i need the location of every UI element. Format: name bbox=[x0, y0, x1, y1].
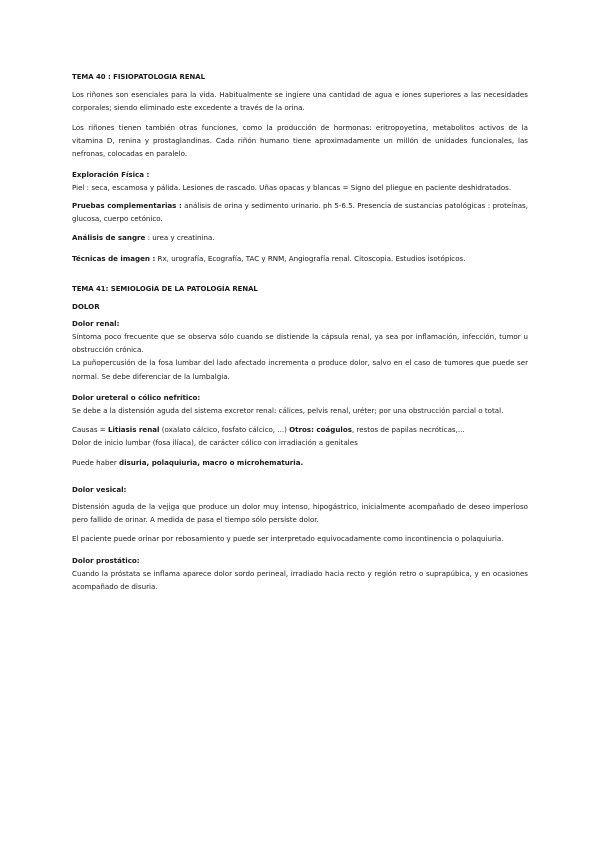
dolor-ureteral-paragraph-3: Dolor de inicio lumbar (fosa ilíaca), de carácter cólico con irradiación a genitales bbox=[72, 438, 358, 448]
dolor-prostatico-paragraph: Cuando la próstata se inflama aparece dolor sordo perineal, irradiado hacia recto y región retro o suprapúbica, y en ocasiones acompañado de disuria. bbox=[72, 568, 528, 592]
puede-haber-prefix: Puede haber bbox=[72, 457, 120, 467]
tema-41-subtitle: DOLOR bbox=[72, 301, 100, 311]
dolor-ureteral-puede-haber bbox=[72, 456, 528, 469]
pruebas-complementarias-label: Pruebas complementarias : bbox=[72, 200, 182, 210]
analisis-sangre-paragraph bbox=[72, 231, 528, 244]
litiasis-renal-label: Litiasis renal bbox=[108, 425, 160, 435]
analisis-sangre-text: : urea y creatinina. bbox=[145, 233, 215, 243]
tema-41-title: TEMA 41: SEMIOLOGÍA DE LA PATOLOGÍA RENAL bbox=[72, 285, 258, 294]
pruebas-complementarias-paragraph bbox=[72, 199, 528, 225]
exploracion-fisica-label: Exploración Física : bbox=[72, 170, 150, 180]
tecnicas-imagen-label: Técnicas de imagen : bbox=[72, 254, 156, 264]
otros-coagulos-label: Otros: coágulos bbox=[289, 425, 352, 435]
tema-40-intro-paragraph: Los riñones son esenciales para la vida. Habitualmente se ingiere una cantidad de agua e iones superiores a las necesidades corporales; siendo eliminado este excedente a través de la orina. bbox=[72, 90, 528, 113]
dolor-ureteral-causas bbox=[72, 423, 528, 436]
pruebas-complementarias-text: análisis de orina y sedimento urinario. ph 5-6.5. Presencia de sustancias patológicas : proteínas, glucosa, cuerpo cetónico. bbox=[72, 200, 528, 223]
tecnicas-imagen-text: Rx, urografía, Ecografía, TAC y RNM, Angiografía renal. Citoscopia. Estudios isotópicos. bbox=[155, 254, 466, 264]
dolor-renal-paragraph-2: La puñopercusión de la fosa lumbar del lado afectado incrementa o produce dolor, salvo en el caso de tumores que puede ser normal. Se debe diferenciar de la lumbalgia. bbox=[72, 358, 528, 381]
exploracion-fisica-text: Piel : seca, escamosa y pálida. Lesiones de rascado. Uñas opacas y blancas = Signo del pliegue en paciente deshidratados. bbox=[72, 183, 512, 193]
puede-haber-symptoms: disuria, polaquiuria, macro o microhematuria. bbox=[119, 457, 304, 467]
dolor-vesical-paragraph-1: Distensión aguda de la vejiga que produce un dolor muy intenso, hipogástrico, inicialmente acompañado de deseo imperioso pero fallido de orinar. A medida de pasa el tiempo sólo persiste dolor. bbox=[72, 502, 528, 525]
dolor-renal-paragraph-1: Síntoma poco frecuente que se observa sólo cuando se distiende la cápsula renal, ya sea por inflamación, infección, tumor u obstrucción crónica. bbox=[72, 332, 528, 355]
analisis-sangre-label: Análisis de sangre bbox=[72, 233, 146, 243]
dolor-prostatico-heading: Dolor prostático: bbox=[72, 555, 140, 565]
otros-coagulos-detail: , restos de papilas necróticas,... bbox=[351, 425, 465, 435]
causas-prefix: Causas = bbox=[72, 425, 108, 435]
litiasis-renal-detail: (oxalato cálcico, fosfato cálcico, ...) bbox=[159, 425, 290, 435]
tema-40-title: TEMA 40 : FISIOPATOLOGIA RENAL bbox=[72, 73, 206, 81]
tecnicas-imagen-paragraph bbox=[72, 252, 528, 265]
exploracion-fisica-heading bbox=[72, 168, 528, 181]
dolor-vesical-paragraph-2: El paciente puede orinar por rebosamiento y puede ser interpretado equivocadamente como incontinencia o polaquiuria. bbox=[72, 534, 504, 544]
dolor-vesical-heading: Dolor vesical: bbox=[72, 484, 127, 494]
dolor-renal-heading: Dolor renal: bbox=[72, 318, 120, 328]
dolor-ureteral-heading: Dolor ureteral o cólico nefrítico: bbox=[72, 392, 201, 402]
tema-40-functions-paragraph: Los riñones tienen también otras funciones, como la producción de hormonas: eritropoyetina, metabolitos activos de la vitamina D, renina y prostaglandinas. Cada riñón humano tiene aproximadamente un millón de unidades funcionales, las nefronas, colocadas en paralelo. bbox=[72, 122, 528, 159]
dolor-ureteral-paragraph-1: Se debe a la distensión aguda del sistema excretor renal: cálices, pelvis renal, uréter; por una obstrucción parcial o total. bbox=[72, 406, 504, 416]
